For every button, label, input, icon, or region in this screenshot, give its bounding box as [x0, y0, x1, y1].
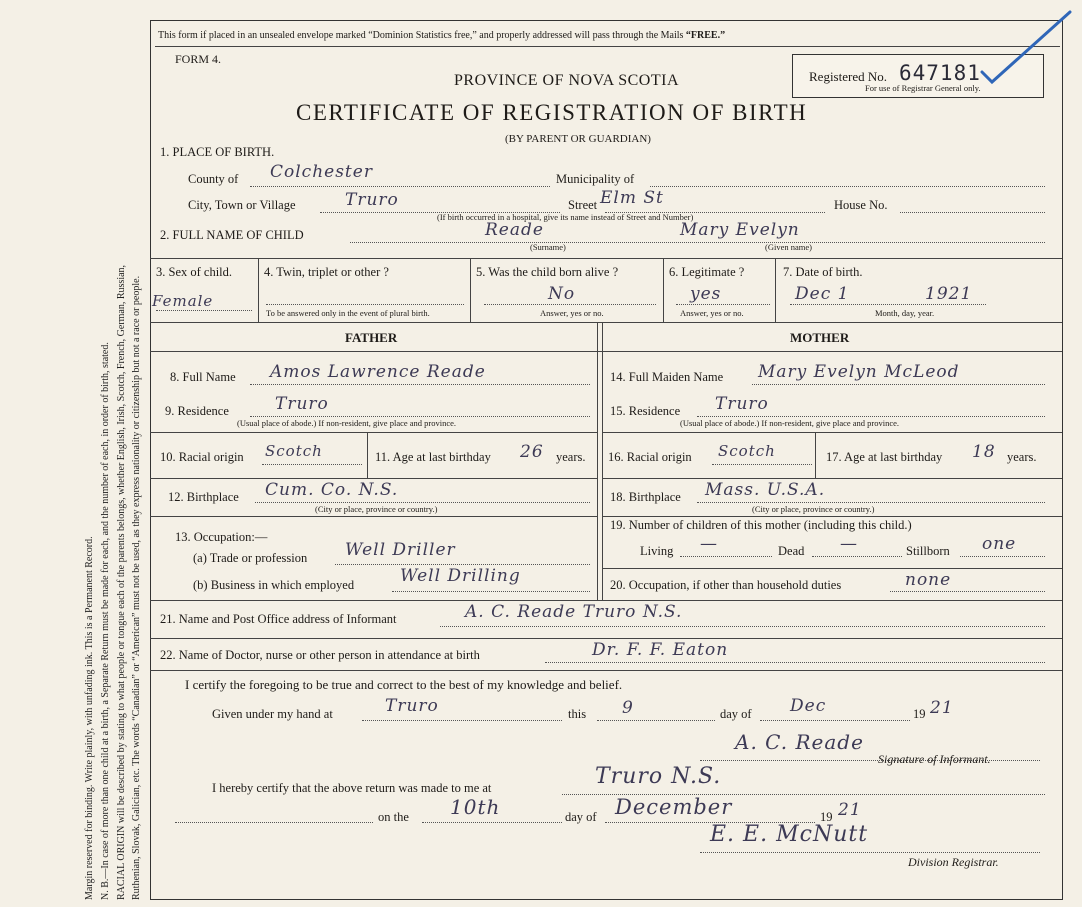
registered-note: For use of Registrar General only.: [865, 83, 981, 93]
informant-label: 21. Name and Post Office address of Informant: [160, 612, 397, 626]
year-prefix: 19: [913, 707, 926, 721]
mother-age-label: 17. Age at last birthday: [826, 450, 943, 464]
row-rule-top: [150, 258, 1062, 259]
reg-day: 10th: [450, 795, 501, 819]
stillborn-label: Stillborn: [906, 544, 950, 558]
reg-day-line: [422, 822, 562, 823]
municipality-label: Municipality of: [556, 172, 635, 186]
frame-left: [150, 20, 151, 900]
stillborn-value: one: [982, 534, 1017, 554]
father-business-label: (b) Business in which employed: [193, 578, 355, 592]
margin-note-1: Margin reserved for binding. Write plainly, with unfading ink. This is a Permanent Record.: [84, 536, 95, 900]
reg-month: December: [615, 795, 733, 819]
given-day: 9: [622, 698, 634, 718]
registrar-place: Truro N.S.: [595, 764, 722, 789]
given-name-caption: (Given name): [765, 242, 812, 252]
father-name-line: [250, 384, 590, 385]
city-value: Truro: [345, 190, 399, 210]
mother-birthplace-line: [697, 502, 1045, 503]
margin-note-3: RACIAL ORIGIN will be described by stating to what people or tongue each of the parents belongs, whether English, Irish, Scotch, French, German, Russian,: [116, 264, 127, 900]
row-divider-3: [663, 258, 664, 322]
father-trade-value: Well Driller: [345, 540, 456, 560]
mother-name-line: [752, 384, 1045, 385]
row-rule-bottom: [150, 322, 1062, 323]
mail-note: This form if placed in an unsealed envelope marked “Dominion Statistics free,” and properly addressed will pass through the Mails “FREE.”: [158, 30, 726, 41]
given-place: Truro: [385, 696, 439, 716]
registrar-statement: I hereby certify that the above return was made to me at: [212, 781, 492, 795]
registrar-signature: E. E. McNutt: [710, 822, 869, 847]
father-residence-note: (Usual place of abode.) If non-resident, give place and province.: [237, 418, 457, 428]
doctor-line: [545, 662, 1045, 663]
binding-margin: [0, 0, 150, 907]
parent-heading-rule: [150, 351, 1062, 352]
mother-name-label: 14. Full Maiden Name: [610, 370, 724, 384]
living-label: Living: [640, 544, 674, 558]
informant-signature: A. C. Reade: [735, 730, 864, 754]
father-trade-label: (a) Trade or profession: [193, 551, 308, 565]
registered-number: 647181: [899, 61, 981, 85]
mother-residence-value: Truro: [715, 394, 769, 414]
legitimate-label: 6. Legitimate ?: [669, 265, 745, 279]
child-surname: Reade: [485, 220, 544, 240]
mother-occupation-value: none: [905, 570, 952, 590]
doctor-label: 22. Name of Doctor, nurse or other person in attendance at birth: [160, 648, 480, 662]
father-racial-line: [262, 464, 362, 465]
child-given-name: Mary Evelyn: [680, 220, 800, 240]
parent-divider-b: [602, 322, 603, 600]
house-line: [900, 212, 1045, 213]
father-birthplace-label: 12. Birthplace: [168, 490, 239, 504]
informant-rule: [150, 638, 1062, 639]
registered-label: Registered No.: [809, 69, 887, 84]
dead-value: —: [840, 534, 858, 554]
header-rule: [155, 46, 1060, 47]
mother-children-label: 19. Number of children of this mother (including this child.): [610, 518, 912, 532]
margin-note-2: N. B.—In case of more than one child at a birth, a Separate Return must be made for each, and the number of each, in order of birth, stated.: [100, 342, 111, 900]
street-value: Elm St: [600, 188, 664, 208]
dead-label: Dead: [778, 544, 805, 558]
mother-age-divider: [815, 432, 816, 478]
father-birthplace-value: Cum. Co. N.S.: [265, 480, 399, 500]
father-racial-value: Scotch: [265, 442, 323, 460]
father-age-unit: years.: [556, 450, 586, 464]
father-name-value: Amos Lawrence Reade: [270, 362, 486, 382]
certificate-subtitle: (BY PARENT OR GUARDIAN): [505, 133, 651, 145]
county-label: County of: [188, 172, 239, 186]
dob-note: Month, day, year.: [875, 308, 935, 318]
on-the-label: on the: [378, 810, 409, 824]
reg-day-of-label: day of: [565, 810, 597, 824]
form-number: FORM 4.: [175, 52, 222, 66]
city-label: City, Town or Village: [188, 198, 296, 212]
doctor-value: Dr. F. F. Eaton: [592, 640, 729, 660]
certificate-title: CERTIFICATE OF REGISTRATION OF BIRTH: [296, 100, 808, 125]
parent-divider-a: [597, 322, 598, 600]
father-business-line: [392, 591, 590, 592]
father-birthplace-note: (City or place, province or country.): [315, 504, 438, 514]
dob-value: Dec 1: [795, 284, 850, 304]
mother-age-unit: years.: [1007, 450, 1037, 464]
check-mark-icon: [970, 6, 1075, 86]
twin-line: [266, 304, 464, 305]
frame-right: [1062, 20, 1063, 900]
father-residence-label: 9. Residence: [165, 404, 229, 418]
mother-racial-line: [712, 464, 812, 465]
mother-birthplace-label: 18. Birthplace: [610, 490, 681, 504]
row-divider-2: [470, 258, 471, 322]
row-divider-4: [775, 258, 776, 322]
given-day-line: [597, 720, 715, 721]
stillborn-line: [960, 556, 1045, 557]
father-age-value: 26: [520, 442, 544, 462]
frame-bottom: [150, 899, 1062, 900]
dob-label: 7. Date of birth.: [783, 265, 863, 279]
surname-caption: (Surname): [530, 242, 566, 252]
house-label: House No.: [834, 198, 888, 212]
mother-name-value: Mary Evelyn McLeod: [758, 362, 960, 382]
alive-note: Answer, yes or no.: [540, 308, 604, 318]
sex-line: [156, 310, 252, 311]
dob-year: 1921: [925, 284, 973, 304]
informant-value: A. C. Reade Truro N.S.: [465, 602, 683, 622]
registrar-signature-line: [700, 852, 1040, 853]
mother-rule-4: [602, 568, 1062, 569]
registrar-leading-line: [175, 822, 373, 823]
mother-heading: MOTHER: [790, 330, 850, 345]
parents-bottom-rule: [150, 600, 1062, 601]
mother-residence-note: (Usual place of abode.) If non-resident, give place and province.: [680, 418, 900, 428]
mother-residence-line: [697, 416, 1045, 417]
legitimate-line: [676, 304, 770, 305]
father-birthplace-line: [255, 502, 590, 503]
living-line: [680, 556, 772, 557]
mother-birthplace-value: Mass. U.S.A.: [705, 480, 826, 500]
given-place-line: [362, 720, 562, 721]
father-business-value: Well Drilling: [400, 566, 521, 586]
sex-value: Female: [152, 292, 214, 310]
mother-rule-1: [602, 432, 1062, 433]
this-label: this: [568, 707, 587, 721]
legitimate-note: Answer, yes or no.: [680, 308, 744, 318]
mother-rule-2: [602, 478, 1062, 479]
father-heading: FATHER: [345, 330, 398, 345]
mother-residence-label: 15. Residence: [610, 404, 681, 418]
alive-line: [484, 304, 656, 305]
municipality-line: [650, 186, 1045, 187]
informant-line: [440, 626, 1045, 627]
father-age-divider: [367, 432, 368, 478]
mother-occupation-line: [890, 591, 1045, 592]
father-trade-line: [335, 564, 590, 565]
registrar-caption: Division Registrar.: [908, 855, 999, 869]
margin-note-4: Ruthenian, Slovak, Galician, etc. The words “Canadian” or “American” must not be used, as they express nationality or citizenship but not a race or people.: [131, 275, 142, 900]
place-of-birth-heading: 1. PLACE OF BIRTH.: [160, 145, 275, 159]
reg-year: 21: [838, 800, 862, 820]
father-racial-label: 10. Racial origin: [160, 450, 244, 464]
mother-racial-label: 16. Racial origin: [608, 450, 692, 464]
father-rule-1: [150, 432, 597, 433]
certification-statement: I certify the foregoing to be true and correct to the best of my knowledge and belief.: [185, 677, 623, 692]
mother-age-value: 18: [972, 442, 996, 462]
street-label: Street: [568, 198, 598, 212]
child-name-label: 2. FULL NAME OF CHILD: [160, 228, 304, 242]
father-occupation-label: 13. Occupation:—: [175, 530, 268, 544]
informant-signature-caption: Signature of Informant.: [878, 752, 991, 766]
hospital-note: (If birth occurred in a hospital, give its name instead of Street and Number): [437, 212, 694, 222]
alive-label: 5. Was the child born alive ?: [476, 265, 619, 279]
day-of-label: day of: [720, 707, 752, 721]
father-rule-2: [150, 478, 597, 479]
given-year: 21: [930, 698, 954, 718]
dob-line: [790, 304, 986, 305]
mother-rule-3: [602, 516, 1062, 517]
twin-note: To be answered only in the event of plural birth.: [266, 308, 430, 318]
province-title: PROVINCE OF NOVA SCOTIA: [454, 72, 680, 89]
row-divider-1: [258, 258, 259, 322]
frame-top: [150, 20, 1062, 21]
given-month: Dec: [790, 696, 827, 716]
reg-year-prefix: 19: [820, 810, 833, 824]
given-month-line: [760, 720, 910, 721]
county-value: Colchester: [270, 162, 373, 182]
father-name-label: 8. Full Name: [170, 370, 236, 384]
county-line: [250, 186, 550, 187]
father-residence-line: [250, 416, 590, 417]
doctor-rule: [150, 670, 1062, 671]
father-rule-3: [150, 516, 597, 517]
mother-birthplace-note: (City or place, province or country.): [752, 504, 875, 514]
mother-racial-value: Scotch: [718, 442, 776, 460]
father-age-label: 11. Age at last birthday: [375, 450, 491, 464]
sex-label: 3. Sex of child.: [156, 265, 233, 279]
twin-label: 4. Twin, triplet or other ?: [264, 265, 389, 279]
mother-occupation-label: 20. Occupation, if other than household duties: [610, 578, 842, 592]
living-value: —: [700, 534, 718, 554]
father-residence-value: Truro: [275, 394, 329, 414]
dead-line: [812, 556, 902, 557]
legitimate-value: yes: [690, 284, 722, 304]
alive-value: No: [548, 284, 576, 304]
given-under-label: Given under my hand at: [212, 707, 333, 721]
child-name-line: [350, 242, 1045, 243]
